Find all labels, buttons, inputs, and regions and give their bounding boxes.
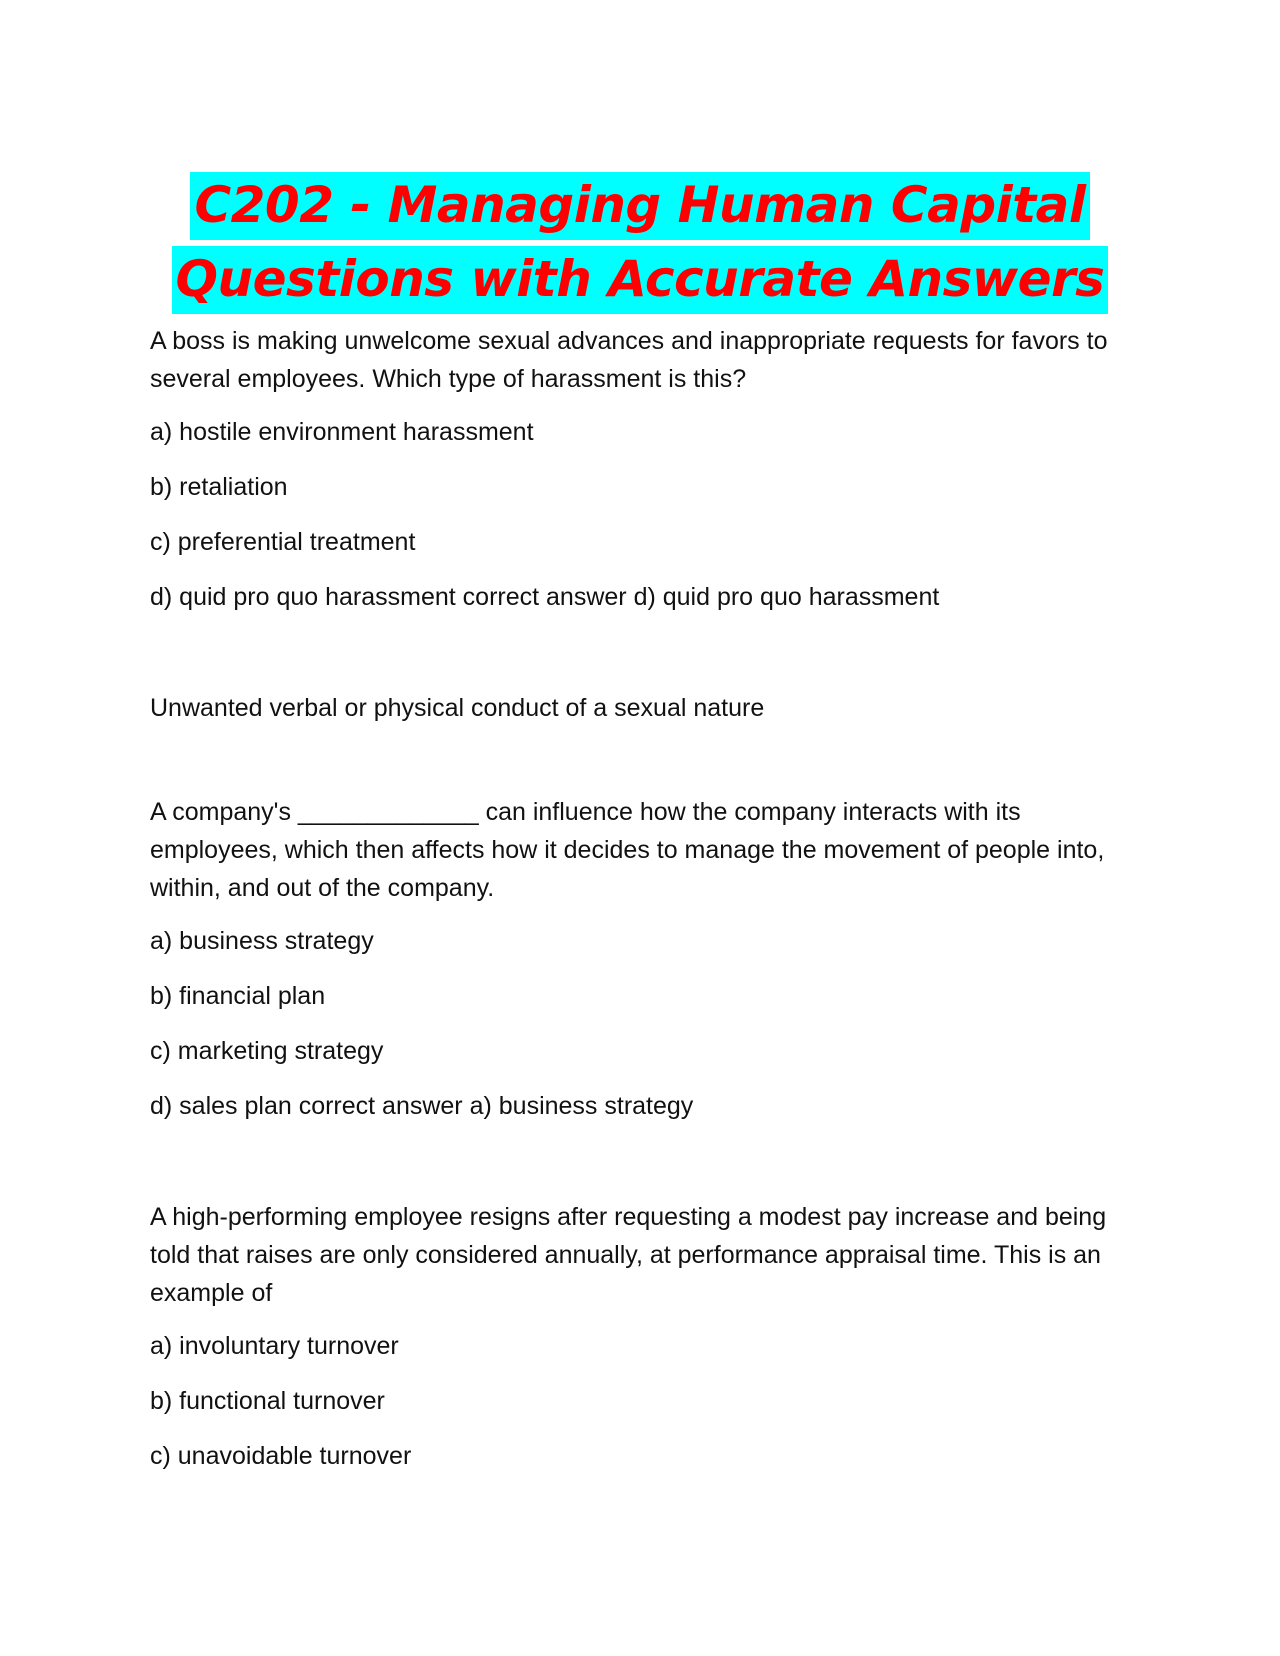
document-body [150, 322, 1140, 1492]
answer-option: a) business strategy [150, 927, 374, 955]
spacer [150, 727, 1140, 793]
question-text: A high-performing employee resigns after requesting a modest pay increase and being told that raises are only considered annually, at performance appraisal time. This is an example of [150, 1203, 1107, 1307]
answer-option: b) functional turnover [150, 1387, 385, 1415]
title-line-1: C202 - Managing Human Capital [190, 172, 1089, 240]
title-line-2: Questions with Accurate Answers [172, 246, 1109, 314]
question-block-1 [150, 322, 1140, 616]
answer-option: a) involuntary turnover [150, 1332, 399, 1360]
answer-option: b) retaliation [150, 473, 288, 501]
answer-option-with-correct-answer: d) sales plan correct answer a) business strategy [150, 1092, 694, 1120]
question-text: A boss is making unwelcome sexual advances and inappropriate requests for favors to several employees. Which type of harassment is this? [150, 327, 1108, 393]
document-title [0, 172, 1280, 314]
definition-note: Unwanted verbal or physical conduct of a sexual nature [150, 694, 765, 722]
question-text: A company's _____________ can influence how the company interacts with its employees, which then affects how it decides to manage the movement of people into, within, and out of the company. [150, 798, 1105, 902]
answer-option: c) unavoidable turnover [150, 1442, 412, 1470]
question-block-2 [150, 793, 1140, 1125]
answer-option-with-correct-answer: d) quid pro quo harassment correct answer d) quid pro quo harassment [150, 583, 940, 611]
question-block-3 [150, 1198, 1140, 1475]
answer-option: c) preferential treatment [150, 528, 416, 556]
answer-option: a) hostile environment harassment [150, 418, 534, 446]
answer-option: b) financial plan [150, 982, 326, 1010]
spacer [150, 633, 1140, 689]
answer-option: c) marketing strategy [150, 1037, 384, 1065]
spacer [150, 1142, 1140, 1198]
